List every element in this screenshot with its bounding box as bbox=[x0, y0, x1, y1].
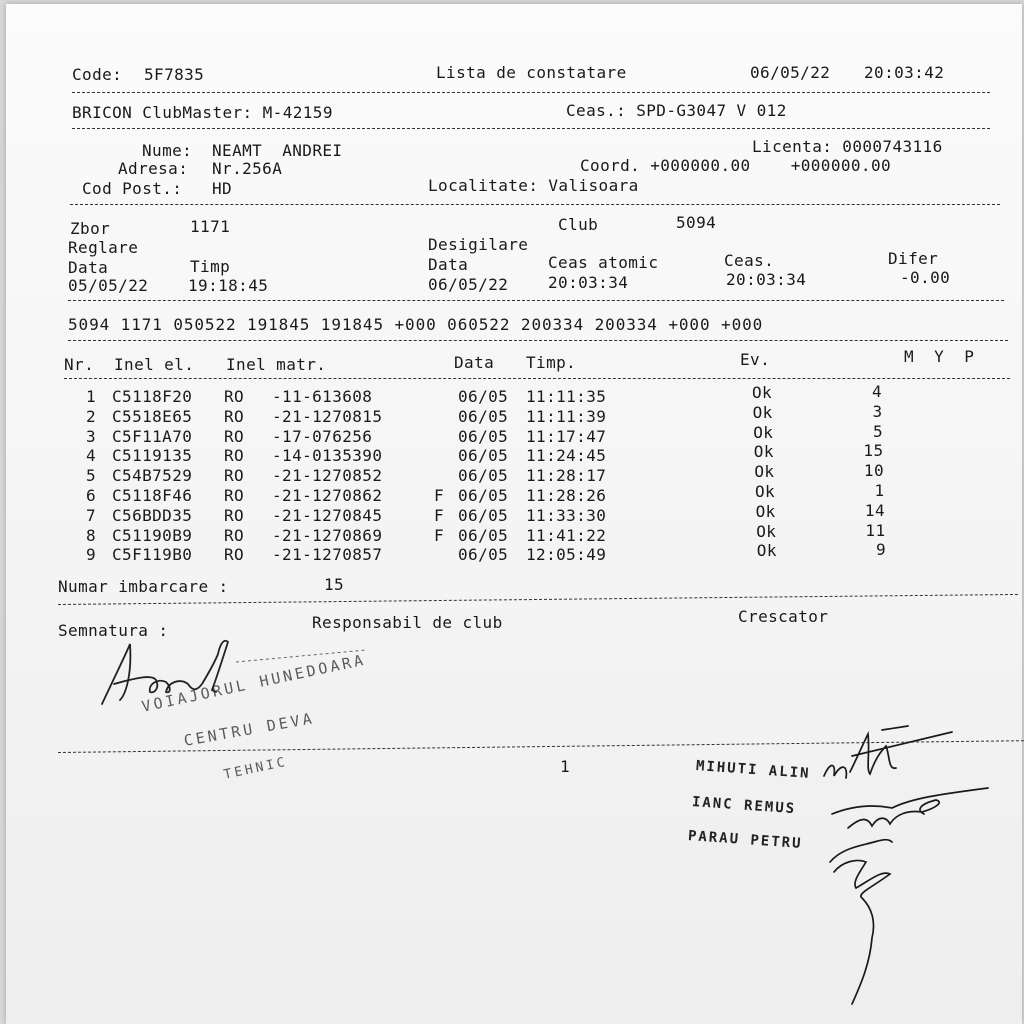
nume-value: NEAMT ANDREI bbox=[212, 141, 343, 160]
row-timp: 12:05:49 bbox=[526, 545, 607, 565]
timp-label: Timp bbox=[190, 257, 231, 276]
row-data: 06/05 bbox=[458, 486, 509, 505]
row-ev: Ok bbox=[754, 462, 775, 482]
difer-label: Difer bbox=[888, 249, 939, 268]
row-timp: 11:28:17 bbox=[526, 466, 607, 486]
header-time: 20:03:42 bbox=[864, 63, 945, 82]
col-ev: Ev. bbox=[740, 350, 771, 369]
row-flag: F bbox=[434, 505, 445, 525]
row-inel-el: C5518E65 bbox=[112, 406, 193, 426]
row-timp: 11:11:35 bbox=[526, 387, 607, 406]
clock-id: Ceas.: SPD-G3047 V 012 bbox=[566, 101, 787, 120]
code-value: 5F7835 bbox=[144, 65, 205, 84]
col-timp: Timp. bbox=[526, 353, 577, 372]
code-label: Code: bbox=[72, 65, 123, 84]
row-data: 06/05 bbox=[458, 505, 509, 525]
numar-value: 15 bbox=[324, 575, 345, 594]
row-flag: F bbox=[434, 486, 445, 505]
row-data: 06/05 bbox=[458, 426, 509, 446]
semnatura-label: Semnatura : bbox=[58, 621, 169, 640]
coord: Coord. +000000.00 +000000.00 bbox=[580, 156, 892, 175]
licenta: Licenta: 0000743116 bbox=[752, 137, 943, 156]
row-nr: 6 bbox=[86, 486, 97, 505]
divider bbox=[72, 92, 990, 93]
difer-value: -0.00 bbox=[900, 268, 951, 287]
ceas-atomic-label: Ceas atomic bbox=[548, 253, 659, 272]
row-flag: F bbox=[434, 525, 445, 545]
row-inel-el: C51190B9 bbox=[112, 525, 193, 545]
header-date: 06/05/22 bbox=[750, 63, 831, 82]
row-timp: 11:24:45 bbox=[526, 446, 607, 466]
reglare-timp: 19:18:45 bbox=[188, 276, 269, 295]
row-timp: 11:33:30 bbox=[526, 505, 607, 525]
row-pos: 14 bbox=[864, 500, 885, 520]
row-pos: 1 bbox=[874, 481, 885, 500]
row-ev: Ok bbox=[756, 541, 777, 561]
code-line: 5094 1171 050522 191845 191845 +000 060522 200334 200334 +000 +000 bbox=[68, 315, 764, 334]
row-inel-el: C5118F46 bbox=[112, 486, 193, 505]
data2-label: Data bbox=[428, 255, 469, 274]
row-ev: Ok bbox=[755, 482, 776, 501]
stamp-line-1: VOIAJORUL HUNEDOARA bbox=[140, 650, 368, 716]
ceas-label: Ceas. bbox=[724, 251, 775, 270]
reglare-label: Reglare bbox=[68, 238, 139, 257]
row-country: RO bbox=[224, 387, 245, 406]
row-nr: 4 bbox=[86, 446, 97, 466]
row-inel-el: C56BDD35 bbox=[112, 505, 193, 525]
row-country: RO bbox=[224, 406, 245, 426]
row-nr: 2 bbox=[86, 406, 97, 426]
nume-label: Nume: bbox=[142, 141, 193, 160]
stamp-line-3: TEHNIC bbox=[222, 754, 290, 783]
stamp-line-2: CENTRU DEVA bbox=[182, 709, 316, 750]
row-pos: 9 bbox=[875, 540, 886, 560]
row-nr: 3 bbox=[86, 426, 97, 446]
row-nr: 8 bbox=[86, 525, 97, 545]
row-country: RO bbox=[224, 426, 245, 446]
row-inel-matr: -21-1270857 bbox=[272, 545, 383, 565]
row-pos: 3 bbox=[872, 401, 883, 421]
clubmaster-id: BRICON ClubMaster: M-42159 bbox=[72, 103, 333, 122]
row-ev: Ok bbox=[756, 521, 777, 541]
row-country: RO bbox=[224, 505, 245, 525]
row-pos: 5 bbox=[872, 421, 883, 441]
page-number: 1 bbox=[560, 757, 571, 776]
desigilare-label: Desigilare bbox=[428, 235, 529, 254]
row-data: 06/05 bbox=[458, 387, 509, 406]
responsabil-label: Responsabil de club bbox=[312, 613, 503, 632]
row-ev: Ok bbox=[753, 422, 774, 442]
row-data: 06/05 bbox=[458, 466, 509, 486]
row-inel-matr: -14-0135390 bbox=[272, 446, 383, 466]
zbor-label: Zbor bbox=[70, 219, 111, 238]
col-nr: Nr. bbox=[64, 355, 95, 374]
col-data: Data bbox=[454, 353, 495, 372]
divider bbox=[72, 128, 990, 129]
row-data: 06/05 bbox=[458, 406, 509, 426]
row-pos: 15 bbox=[863, 441, 884, 461]
row-pos: 10 bbox=[863, 461, 884, 481]
row-nr: 1 bbox=[86, 387, 97, 406]
row-country: RO bbox=[224, 545, 245, 565]
row-inel-matr: -21-1270862 bbox=[272, 486, 383, 505]
row-country: RO bbox=[224, 466, 245, 486]
crescator-signatures bbox=[812, 712, 1012, 1012]
row-inel-el: C5119135 bbox=[112, 446, 193, 466]
reglare-data: 05/05/22 bbox=[68, 276, 149, 295]
row-country: RO bbox=[224, 486, 245, 505]
document-title: Lista de constatare bbox=[436, 63, 627, 82]
ceas-atomic-value: 20:03:34 bbox=[548, 273, 629, 292]
crescator-label: Crescator bbox=[738, 607, 829, 626]
responsabil-signature bbox=[96, 634, 376, 714]
row-inel-el: C5F119B0 bbox=[112, 545, 193, 565]
divider bbox=[68, 300, 1004, 301]
row-data: 06/05 bbox=[458, 545, 509, 565]
data-label: Data bbox=[68, 258, 109, 277]
divider bbox=[64, 378, 1010, 379]
divider bbox=[68, 340, 1008, 341]
row-inel-matr: -21-1270845 bbox=[272, 505, 383, 525]
signatory-3: PARAU PETRU bbox=[687, 828, 803, 852]
row-inel-matr: -11-613608 bbox=[272, 387, 373, 406]
row-ev: Ok bbox=[755, 501, 776, 521]
row-ev: Ok bbox=[752, 402, 773, 422]
row-inel-el: C5F11A70 bbox=[112, 426, 193, 446]
row-timp: 11:41:22 bbox=[526, 525, 607, 545]
row-inel-matr: -17-076256 bbox=[272, 426, 373, 446]
row-pos: 4 bbox=[871, 382, 882, 401]
codpost-label: Cod Post.: bbox=[82, 179, 183, 198]
row-nr: 5 bbox=[86, 466, 97, 486]
zbor-value: 1171 bbox=[190, 217, 231, 236]
row-ev: Ok bbox=[752, 383, 773, 402]
row-data: 06/05 bbox=[458, 525, 509, 545]
numar-label: Numar imbarcare : bbox=[58, 577, 229, 596]
divider bbox=[70, 204, 1000, 205]
row-inel-matr: -21-1270815 bbox=[272, 406, 383, 426]
row-ev: Ok bbox=[753, 442, 774, 462]
row-timp: 11:28:26 bbox=[526, 486, 607, 505]
adresa-value: Nr.256A bbox=[212, 159, 283, 178]
row-nr: 9 bbox=[86, 545, 97, 565]
club-value: 5094 bbox=[676, 213, 717, 232]
col-myp: M Y P bbox=[904, 347, 975, 366]
row-inel-matr: -21-1270852 bbox=[272, 466, 383, 486]
club-label: Club bbox=[558, 215, 599, 234]
desigilare-data: 06/05/22 bbox=[428, 275, 509, 294]
row-pos: 11 bbox=[865, 520, 886, 540]
row-timp: 11:11:39 bbox=[526, 406, 607, 426]
document-sheet bbox=[6, 4, 1022, 1024]
ceas-value: 20:03:34 bbox=[726, 270, 807, 289]
row-country: RO bbox=[224, 525, 245, 545]
row-inel-el: C5118F20 bbox=[112, 387, 193, 406]
row-inel-el: C54B7529 bbox=[112, 466, 193, 486]
row-timp: 11:17:47 bbox=[526, 426, 607, 446]
adresa-label: Adresa: bbox=[118, 159, 189, 178]
codpost-value: HD bbox=[212, 179, 233, 198]
col-inel-el: Inel el. bbox=[114, 355, 195, 374]
row-nr: 7 bbox=[86, 505, 97, 525]
localitate: Localitate: Valisoara bbox=[428, 176, 639, 195]
row-data: 06/05 bbox=[458, 446, 509, 466]
signatory-2: IANC REMUS bbox=[691, 794, 797, 818]
row-country: RO bbox=[224, 446, 245, 466]
signatory-1: MIHUTI ALIN bbox=[695, 758, 811, 782]
row-inel-matr: -21-1270869 bbox=[272, 525, 383, 545]
col-inel-matr: Inel matr. bbox=[226, 355, 327, 374]
